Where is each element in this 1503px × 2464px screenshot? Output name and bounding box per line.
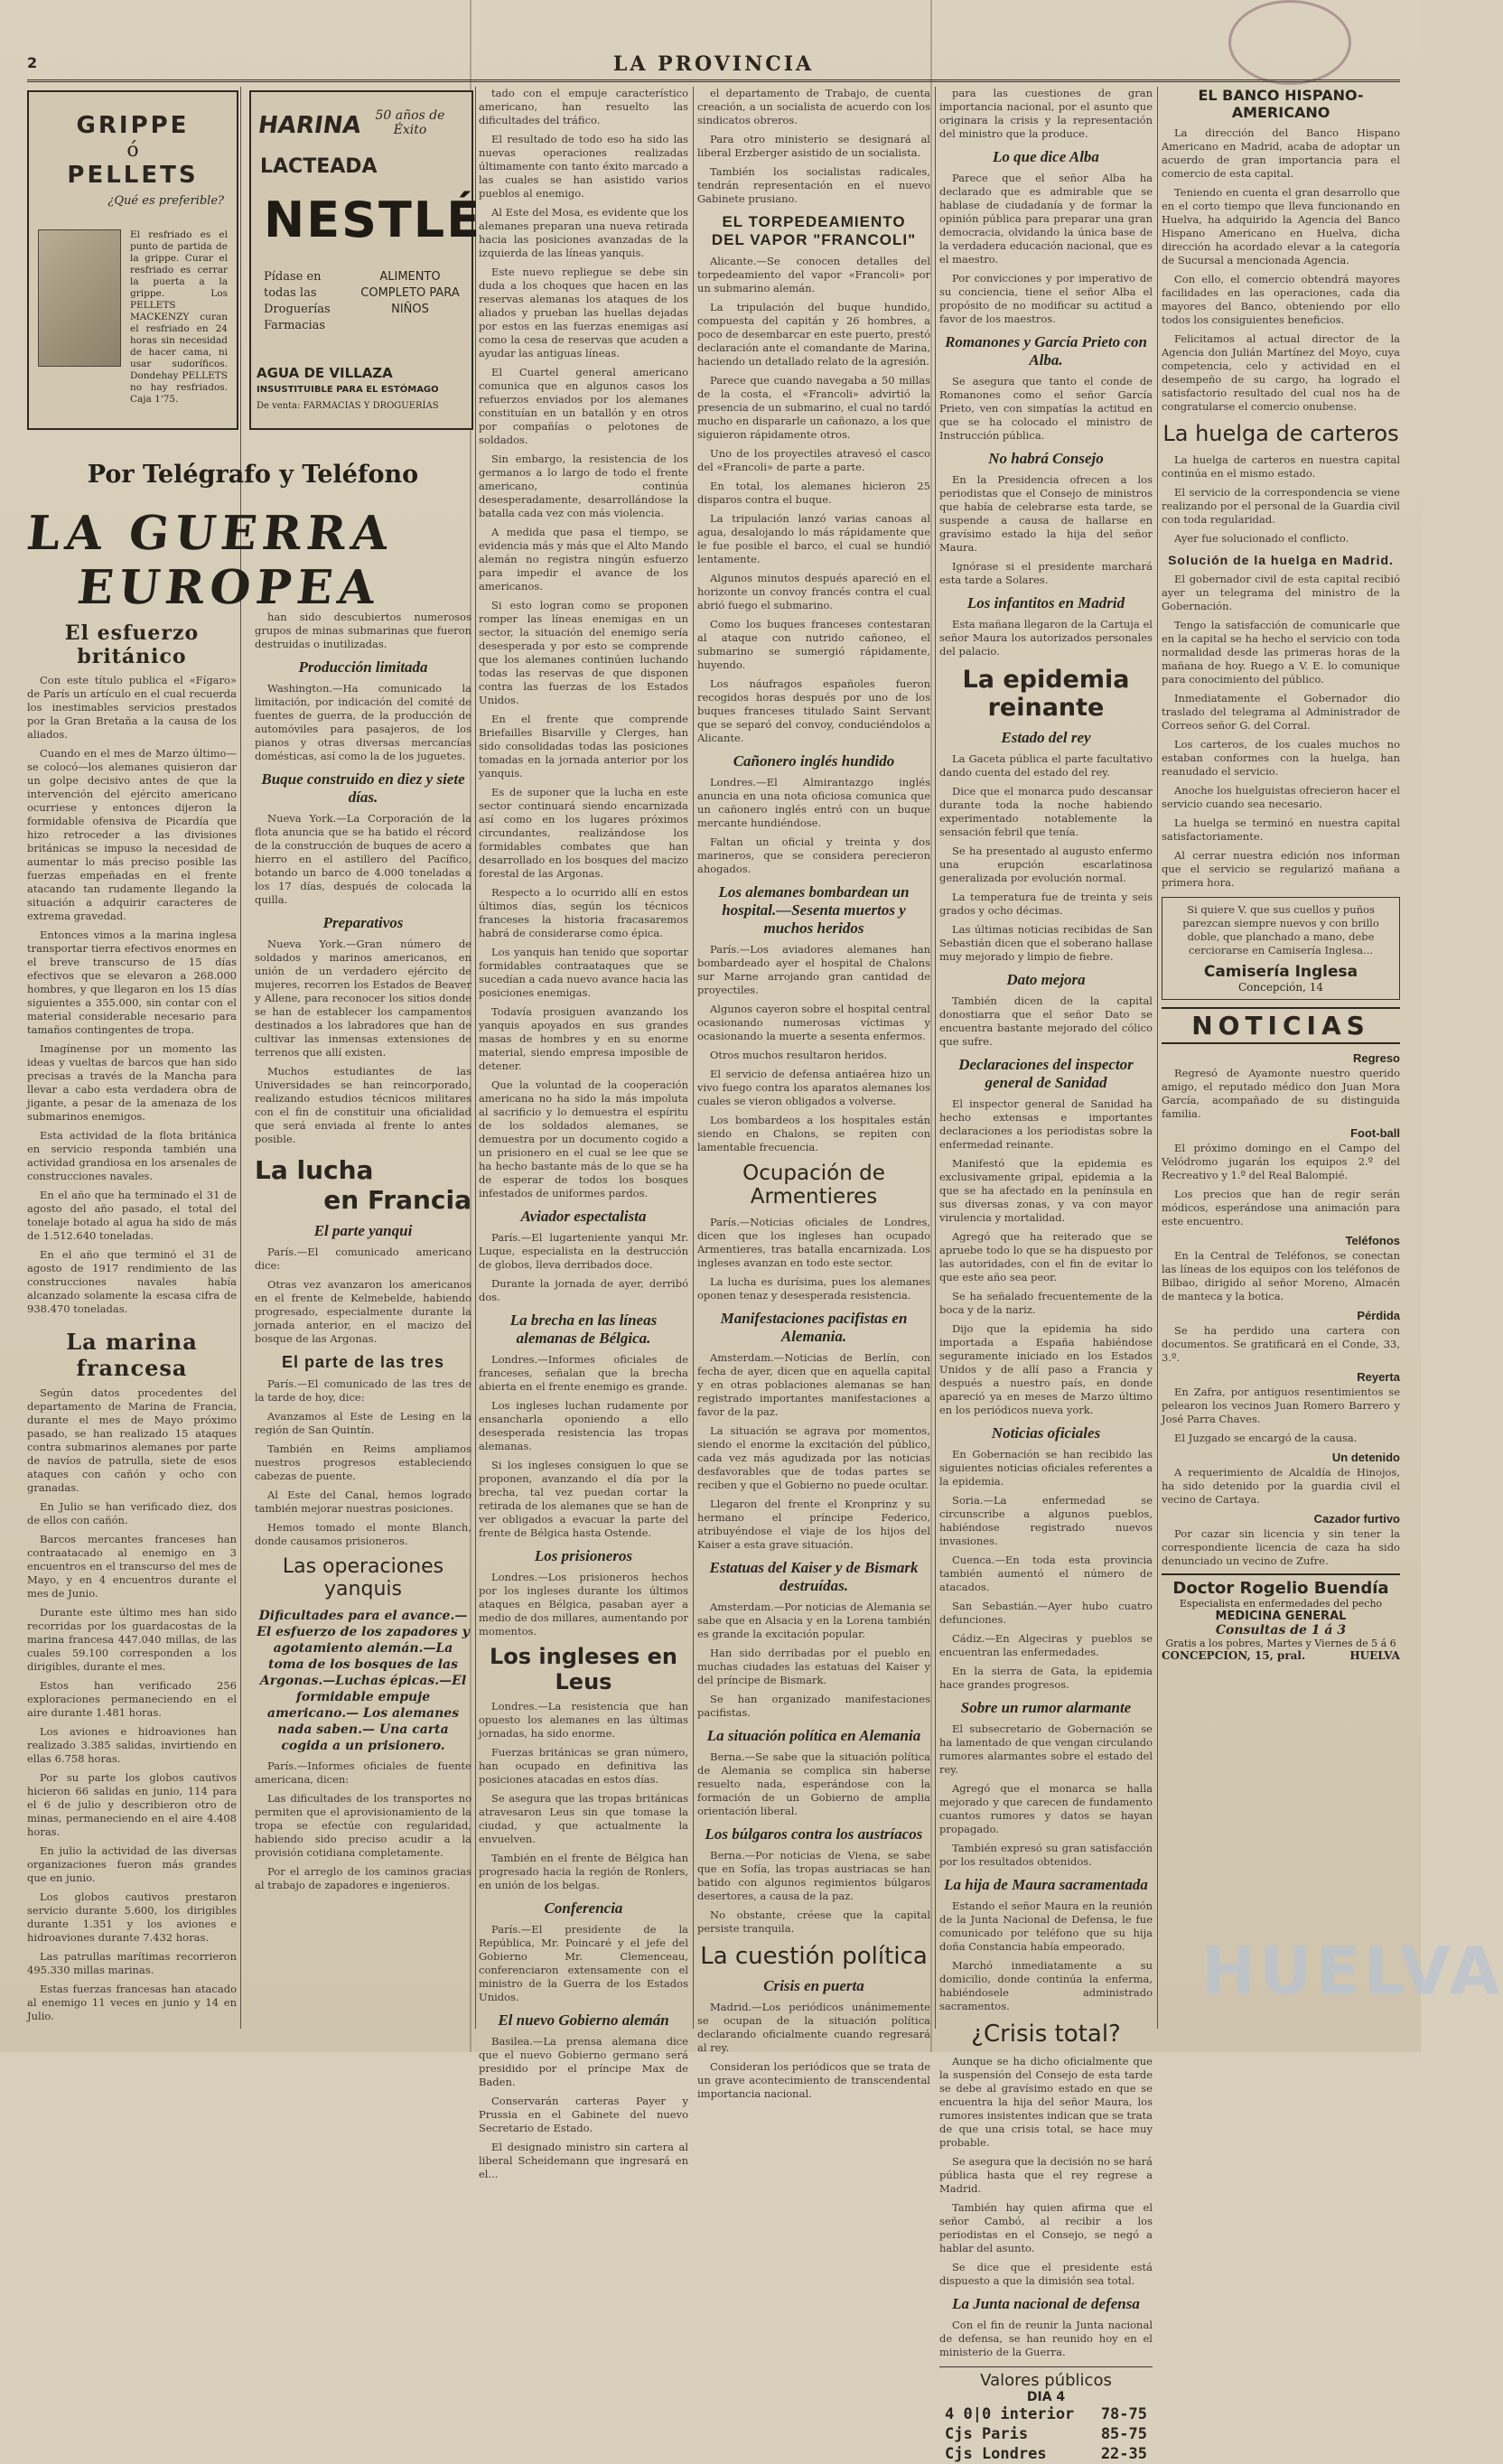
paragraph: En Gobernación se han recibido las siguientes noticias oficiales referentes a la epidemia. bbox=[939, 1448, 1153, 1488]
paragraph: La huelga se terminó en nuestra capital satisfactoriamente. bbox=[1162, 817, 1400, 843]
paragraph: Agregó que ha reiterado que se apruebe todo lo que se ha dispuesto por las autoridades, con el fin de evitar lo que este año sea peor. bbox=[939, 1230, 1153, 1283]
paragraph: San Sebastián.—Ayer hubo cuatro defunciones. bbox=[939, 1600, 1153, 1626]
article-title: El nuevo Gobierno alemán bbox=[498, 2011, 669, 2029]
paragraph: Agregó que el monarca se halla mejorado y que carecen de fundamento cuantos rumores y datos se hayan propagado. bbox=[939, 1782, 1153, 1835]
paragraph: En el frente que comprende Briefailles Bisarville y Clerges, han sido consolidadas todas las posiciones tomadas en la jornada anterior por los yanquis. bbox=[479, 713, 688, 779]
paragraph: Teniendo en cuenta el gran desarrollo que en el corto tiempo que lleva funcionando en Huelva, ha adquirido la Agencia del Banco Hispano Americano en Huelva, dicha dirección ha acordado elevar a la categoría de Sucursal a mencionada Agencia. bbox=[1162, 186, 1400, 266]
valores-value: 22-35 bbox=[1100, 2445, 1147, 2463]
paragraph: Hemos tomado el monte Blanch, donde causamos prisioneros. bbox=[255, 1521, 471, 1547]
article-title: La cuestión política bbox=[700, 1943, 928, 1970]
paragraph: Las últimas noticias recibidas de San Sebastián dicen que el soberano hallase muy mejorado y limpio de fiebre. bbox=[939, 923, 1153, 963]
valores-name: Cjs Londres bbox=[945, 2445, 1047, 2463]
paragraph: Durante este último mes han sido recorridas por los guardacostas de la marina francesa 447.040 millas, de las cuales 59.100 corresponden a los dirigibles, durante el mes. bbox=[27, 1606, 237, 1673]
paragraph: Muchos estudiantes de las Universidades se han reincorporado, realizando estudios técnicos militares con el fin de constituir una oficialidad que será enviada al frente lo antes posible. bbox=[255, 1065, 471, 1145]
ad-insustituible: INSUSTITUIBLE PARA EL ESTÓMAGO bbox=[257, 385, 439, 395]
paragraph: Marchó inmediatamente a su domicilio, donde continúa la enferma, habiéndosele administrado sacramentos. bbox=[939, 1959, 1153, 2012]
column-1 bbox=[27, 614, 237, 2032]
article-title: La brecha en las líneas alemanas de Bélgica. bbox=[509, 1311, 658, 1347]
article-title: EL BANCO HISPANO-AMERICANO bbox=[1198, 87, 1364, 121]
paragraph: La situación se agrava por momentos, siendo el enorme la excitación del público, cada vez más agudizada por las noticias desfavorables que de todas partes se reciben y que el Gobierno no puede ocultar. bbox=[697, 1424, 930, 1491]
paragraph: Avanzamos al Este de Lesing en la región de San Quintín. bbox=[255, 1410, 471, 1436]
notice-heading: Regreso bbox=[1352, 1051, 1400, 1065]
paragraph: Parece que el señor Alba ha declarado que es admirable que se hablase de ciudadanía y de formar la opinión pública para preparar una gran democracia, olvidando la única base de la verdadera educación nacional, que es el maestro. bbox=[939, 172, 1153, 266]
paragraph: Dice que el monarca pudo descansar durante toda la noche habiendo experimentado notablemente la sensación febril que tenía. bbox=[939, 785, 1153, 838]
ad-address: CONCEPCION, 15, pral. bbox=[1162, 1649, 1306, 1662]
ad-body: El resfriado es el punto de partida de la grippe. Curar el resfriado es cerrar la puerta a la grippe. Los PELLETS MACKENZY curan el resfriado en 24 horas sin necesidad de hacer cama, ni usar sudoríficos. Dondehay PELLETS no hay resfriados. Caja 1'75. bbox=[130, 229, 228, 405]
paragraph: Fuerzas británicas se gran número, han ocupado en definitiva las posiciones atacadas en estos días. bbox=[479, 1746, 688, 1786]
page-number: 2 bbox=[27, 54, 38, 71]
paragraph: El Juzgado se encargó de la causa. bbox=[1174, 1432, 1358, 1444]
article-title: Manifestaciones pacifistas en Alemania. bbox=[720, 1310, 908, 1345]
paragraph: Anoche los huelguistas ofrecieron hacer el servicio cuando sea necesario. bbox=[1162, 784, 1400, 810]
paragraph: En julio la actividad de las diversas organizaciones fueron más grandes que en junio. bbox=[27, 1844, 237, 1884]
paragraph: París.—Los aviadores alemanes han bombardeado ayer el hospital de Chalons sur Marne arrojando gran cantidad de proyectiles. bbox=[697, 943, 930, 996]
paragraph: Cádiz.—En Algeciras y pueblos se encuentran las enfermedades. bbox=[939, 1632, 1153, 1658]
paragraph: Soria.—La enfermedad se circunscribe a algunos pueblos, habiéndose registrado nuevos invasiones. bbox=[939, 1494, 1153, 1547]
article-title: Los búlgaros contra los austríacos bbox=[705, 1825, 923, 1843]
paragraph: Madrid.—Los periódicos unánimemente se ocupan de la situación política declarando oficialmente cuando regresará al rey. bbox=[697, 2001, 930, 2054]
paper-fold bbox=[930, 0, 932, 2052]
ad-pidase: Pídase en todas las Droguerías Farmacias bbox=[264, 270, 331, 332]
paragraph: Se han organizado manifestaciones pacifistas. bbox=[697, 1693, 930, 1719]
paragraph: Nueva York.—La Corporación de la flota anuncia que se ha batido el récord de la construcción de buques de acero a hierro en el astillero del Pacífico, botando un barco de 4.000 toneladas a los 17 días, después de colocada la quilla. bbox=[255, 812, 471, 906]
doctor-ad bbox=[1162, 1573, 1400, 1662]
paragraph: el departamento de Trabajo, de cuenta creación, a un socialista de acuerdo con los sindicatos obreros. bbox=[697, 87, 930, 126]
paragraph: Este nuevo repliegue se debe sin duda a los choques que hacen en las reservas alemanas los ataques de los aliados y prueban las huellas dejadas por estos en las fuerzas enemigas así como la cesa de reservas que acuden a ayudar las antiguas líneas. bbox=[479, 266, 688, 359]
paragraph: La lucha es durísima, pues los alemanes oponen tenaz y desesperada resistencia. bbox=[697, 1275, 930, 1302]
paragraph: Respecto a lo ocurrido allí en estos últimos días, según los técnicos franceses la historia fracasaremos habrá de considerarse como épica. bbox=[479, 886, 688, 939]
column-2 bbox=[255, 611, 471, 2032]
paragraph: Tengo la satisfacción de comunicarle que en la capital se ha hecho el servicio con toda normalidad desde las primeras horas de la mañana de hoy. Ruego a V. E. lo comunique para conocimiento del público. bbox=[1162, 619, 1400, 686]
paragraph: El gobernador civil de esta capital recibió ayer un telegrama del ministro de la Gobernación. bbox=[1162, 573, 1400, 612]
column-rule bbox=[1157, 87, 1158, 2029]
ad-lacteada: LACTEADA bbox=[260, 155, 378, 178]
paragraph: También en el frente de Bélgica han progresado hacia la región de Ronlers, en unión de los belgas. bbox=[479, 1852, 688, 1891]
ad-title: ó bbox=[126, 139, 139, 162]
paragraph: La tripulación del buque hundido, compuesta del capitán y 26 hombres, a poco de desembarcar en este puerto, prestó declaración ante el comandante de Marina, haciendo un detallado relato de la agresión. bbox=[697, 301, 930, 368]
paragraph: Por convicciones y por imperativo de su conciencia, tiene el señor Alba el propósito de no modificar su actitud a favor de los maestros. bbox=[939, 272, 1153, 325]
paragraph: Se asegura que tanto el conde de Romanones como el señor García Prieto, ven con simpatías la actitud en que se ha colocado el ministro de Instrucción pública. bbox=[939, 375, 1153, 442]
article-subtitle: Estado del rey bbox=[1001, 729, 1091, 746]
paragraph: Esta mañana llegaron de la Cartuja el señor Maura los autorizados personales del palacio. bbox=[939, 618, 1153, 658]
paragraph: Londres.—La resistencia que han opuesto los alemanes en las últimas jornadas, ha sido enorme. bbox=[479, 1700, 688, 1740]
article-title: La Junta nacional de defensa bbox=[952, 2295, 1140, 2312]
paragraph: Los globos cautivos prestaron servicio durante 5.600, los dirigibles durante 1.351 y los aviones e hidroaviones durante 7.432 horas. bbox=[27, 1890, 237, 1944]
article-subtitle: El parte yanqui bbox=[313, 1222, 413, 1239]
paragraph: También expresó su gran satisfacción por los resultados obtenidos. bbox=[939, 1842, 1153, 1868]
paragraph: Faltan un oficial y treinta y dos marineros, que se considera perecieron ahogados. bbox=[697, 835, 930, 875]
paragraph: También dicen de la capital donostiarra que el señor Dato se encuentra bastante mejorado del cólico que sufre. bbox=[939, 994, 1153, 1048]
paragraph: El designado ministro sin cartera al liberal Scheidemann que ingresará en el... bbox=[479, 2141, 688, 2180]
paragraph: En Zafra, por antiguos resentimientos se pelearon los vecinos Juan Romero Barrero y José Parra Chaves. bbox=[1162, 1386, 1400, 1425]
paragraph: Como los buques franceses contestaran al ataque con nutrido cañoneo, el submarino se sumergió rápidamente, huyendo. bbox=[697, 618, 930, 671]
paragraph: En total, los alemanes hicieron 25 disparos contra el buque. bbox=[697, 480, 930, 506]
paragraph: Los precios que han de regir serán módicos, esperándose una animación para este encuentro. bbox=[1162, 1188, 1400, 1227]
paragraph: Amsterdam.—Por noticias de Alemania se sabe que en Alsacia y en la Lorena también es grande la excitación popular. bbox=[697, 1601, 930, 1640]
paragraph: Otras vez avanzaron los americanos en el frente de Kelmebelde, habiendo progresado, especialmente durante la jornada anterior, en el macizo del bosque de las Argonas. bbox=[255, 1278, 471, 1345]
ad-venta: De venta: FARMACIAS Y DROGUERÍAS bbox=[257, 401, 439, 411]
paragraph: Llegaron del frente el Kronprinz y su hermano el príncipe Federico, atribuyéndose el viaje de los hijos del Kaiser a esta grave situación. bbox=[697, 1498, 930, 1551]
guerra-headline: LA GUERRA bbox=[23, 506, 397, 561]
paragraph: Todavía prosiguen avanzando los yanquis apoyados en sus grandes masas de hombres y en su enorme material, siendo empresa imposible de detener. bbox=[479, 1005, 688, 1072]
article-title: Ocupación de Armentieres bbox=[742, 1162, 885, 1209]
paragraph: No obstante, créese que la capital persiste tranquila. bbox=[697, 1909, 930, 1935]
article-title: La huelga de carteros bbox=[1162, 421, 1399, 446]
column-rule bbox=[240, 87, 241, 2029]
article-title: Las operaciones yanquis bbox=[282, 1555, 444, 1601]
paragraph: Los bombardeos a los hospitales están siendo en Chalons, se repiten con lamentable frecuencia. bbox=[697, 1114, 930, 1153]
paragraph: El servicio de defensa antiaérea hizo un vivo fuego contra los aparatos alemanes los cuales se vieron obligados a volverse. bbox=[697, 1068, 930, 1107]
paragraph: Estos han verificado 256 exploraciones permaneciendo en el aire durante 1.481 horas. bbox=[27, 1679, 237, 1719]
valores-title: Valores públicos bbox=[980, 2371, 1112, 2390]
notice-heading: Reyerta bbox=[1357, 1370, 1400, 1384]
paragraph: Los ingleses luchan rudamente por ensancharla oponiendo a ello desesperada resistencia las tropas alemanas. bbox=[479, 1399, 688, 1452]
paragraph: Cuando en el mes de Marzo último—se colocó—los alemanes quisieron dar un golpe decisivo antes de que la intervención del ejército americano ocurriese y entonces dijeron la formidable ofensiva de Picardía que hizo retroceder a las divisiones británicas se impuso la necesidad de aumentar lo más preciso posible las fuerzas empeñadas en el frente atacando tan rudamente llegando la situación a adquirir caracteres de extrema gravedad. bbox=[27, 747, 237, 922]
paragraph: En la sierra de Gata, la epidemia hace grandes progresos. bbox=[939, 1665, 1153, 1691]
paragraph: Durante la jornada de ayer, derribó dos. bbox=[479, 1277, 688, 1303]
paragraph: La dirección del Banco Hispano Americano en Madrid, acaba de adoptar un acuerdo de gran importancia para el comercio de esta capital. bbox=[1162, 126, 1400, 180]
paragraph: Si los ingleses consiguen lo que se proponen, avanzando el día por la brecha, tal vez puedan cortar la retirada de los alemanes que se han de ver obligados a evacuar la parte del frente de Bélgica hasta Ostende. bbox=[479, 1459, 688, 1539]
paragraph: París.—Informes oficiales de fuente americana, dicen: bbox=[255, 1759, 471, 1786]
column-5 bbox=[939, 87, 1153, 2463]
paragraph: Inmediatamente el Gobernador dio traslado del telegrama al Administrador de Correos señor G. del Corral. bbox=[1162, 692, 1400, 732]
paragraph: Conservarán carteras Payer y Prussia en el Gabinete del nuevo Secretario de Estado. bbox=[479, 2095, 688, 2134]
paragraph: Londres.—El Almirantazgo inglés anuncia en una nota oficiosa comunica que un cañonero inglés entró con un buque mercante hundiéndose. bbox=[697, 776, 930, 829]
paragraph: Los carteros, de los cuales muchos no estaban conformes con la huelga, han reanudado el servicio. bbox=[1162, 738, 1400, 778]
paragraph: En el año que ha terminado el 31 de agosto del año pasado, el total del tonelaje botado al agua ha sido de más de 1.512.640 toneladas. bbox=[27, 1189, 237, 1242]
ad-spec: Especialista en enfermedades del pecho bbox=[1179, 1598, 1383, 1610]
ad-consultas: Consultas de 1 á 3 bbox=[1215, 1623, 1347, 1638]
paragraph: También los socialistas radicales, tendrán representación en el nuevo Gabinete prusiano. bbox=[697, 165, 930, 205]
article-title: Los infantitos en Madrid bbox=[966, 594, 1125, 611]
ad-years: 50 años de Éxito bbox=[375, 108, 445, 137]
paragraph: Si esto logran como se proponen romper las líneas enemigas en un sector, la situación del enemigo sería desesperada y por esto se comprende que los alemanes continúen luchando todas las reservas de que disponen contra las fuerzas de los Estados Unidos. bbox=[479, 599, 688, 706]
paragraph: París.—Noticias oficiales de Londres, dicen que los ingleses han ocupado Armentieres, tras batalla encarnizada. Los ingleses avanzan en todo este sector. bbox=[697, 1216, 930, 1269]
paragraph: Por cazar sin licencia y sin tener la correspondiente licencia de caza ha sido denunciado un vecino de Zufre. bbox=[1162, 1527, 1400, 1567]
paragraph: Washington.—Ha comunicado la limitación, por indicación del comité de fuentes de guerra, de la producción de automóviles para pasajeros, de los pianos y otras diversas mercancías domésticas, así como la de los juguetes. bbox=[255, 682, 471, 762]
paragraph: Para otro ministerio se designará al liberal Erzberger asistido de un socialista. bbox=[697, 133, 930, 159]
paragraph: Felicitamos al actual director de la Agencia don Julián Martínez del Moyo, cuya competencia, celo y actividad en el desempeño de su cargo, ha logrado el satisfactorio resultado del cual nos ha de congratularse el comercio onubense. bbox=[1162, 332, 1400, 413]
article-title: El esfuerzo británico bbox=[64, 621, 200, 668]
ad-name: Camisería Inglesa bbox=[1203, 963, 1358, 981]
ad-address: Concepción, 14 bbox=[1237, 981, 1324, 994]
paragraph: Por su parte los globos cautivos hicieron 66 salidas en junio, 114 para el 6 de julio y describieron otro de minas, permaneciendo en el aire 4.408 horas. bbox=[27, 1771, 237, 1838]
paragraph: La temperatura fue de treinta y seis grados y ocho décimas. bbox=[939, 891, 1153, 917]
paragraph: París.—El presidente de la República, Mr. Poincaré y el jefe del Gobierno Mr. Clemenceau, conferenciaron extensamente con el ministro de la Guerra de los Estados Unidos. bbox=[479, 1923, 688, 2003]
valores-day: DIA 4 bbox=[1026, 2390, 1066, 2404]
paragraph: Berna.—Por noticias de Viena, se sabe que en Sofía, las tropas austriacas se han batido con algunos regimientos búlgaros desertores, a causa de la paz. bbox=[697, 1849, 930, 1902]
paragraph: Los náufragos españoles fueron recogidos horas después por uno de los buques franceses titulado Saint Servant que se separó del convoy, conduciéndolos a Alicante. bbox=[697, 677, 930, 744]
ad-city: HUELVA bbox=[1349, 1649, 1400, 1662]
article-title: La marina francesa bbox=[66, 1329, 198, 1381]
ad-agua: AGUA DE VILLAZA bbox=[257, 365, 393, 381]
paragraph: Según datos procedentes del departamento de Marina de Francia, durante el mes de Mayo próximo pasado, se han realizado 15 ataques contra submarinos alemanes por parte de navíos de patrulla, siete de esos ataques con cañón y ocho con granadas. bbox=[27, 1386, 237, 1494]
noticias-title: NOTICIAS bbox=[1162, 1007, 1400, 1044]
paragraph: Amsterdam.—Noticias de Berlín, con fecha de ayer, dicen que en aquella capital y en otras poblaciones alemanas se han registrado importantes manifestaciones a favor de la paz. bbox=[697, 1351, 930, 1418]
paragraph: para las cuestiones de gran importancia nacional, por el asunto que originara la crisis y la representación del ministro que la produce. bbox=[939, 87, 1153, 140]
paragraph: En la Presidencia ofrecen a los periodistas que el Consejo de ministros que había de celebrarse esta tarde, se suspende a causa de hallarse en gravísimo estado la hija del señor Maura. bbox=[939, 473, 1153, 554]
paragraph: Ayer fue solucionado el conflicto. bbox=[1174, 532, 1349, 545]
article-title: Los ingleses en Leus bbox=[490, 1644, 677, 1694]
paragraph: Imagínense por un momento las ideas y vueltas de barcos que han sido precisas a través de la Mancha para llevar a cabo esta verdadera obra de jigante, a pesar de la amenaza de los submarinos enemigos. bbox=[27, 1042, 237, 1123]
paragraph: Consideran los periódicos que se trata de un grave acontecimiento de transcendental importancia nacional. bbox=[697, 2060, 930, 2100]
valores-name: Cjs Paris bbox=[945, 2425, 1029, 2443]
valores-name: 4 0|0 interior bbox=[945, 2405, 1075, 2423]
article-title: EL TORPEDEAMIENTO bbox=[722, 213, 906, 230]
paragraph: En el año que terminó el 31 de agosto de 1917 rendimiento de las construcciones navales había alcanzado solamente la escasa cifra de 938.470 toneladas. bbox=[27, 1248, 237, 1315]
article-title: No habrá Consejo bbox=[988, 450, 1104, 467]
valores-list bbox=[939, 2404, 1153, 2464]
article-subtitle: La hija de Maura sacramentada bbox=[944, 1876, 1148, 1893]
paragraph: Algunos cayeron sobre el hospital central ocasionando numerosas víctimas y ocasionando la muerte a sesenta enfermos. bbox=[697, 1003, 930, 1042]
paragraph: Han sido derribadas por el pueblo en muchas ciudades las estatuas del Kaiser y del príncipe de Bismark. bbox=[697, 1647, 930, 1686]
valores-row bbox=[939, 2424, 1153, 2444]
notice-heading: Pérdida bbox=[1357, 1309, 1400, 1322]
paragraph: Algunos minutos después apareció en el horizonte un convoy francés contra el cual abrió fuego el submarino. bbox=[697, 572, 930, 611]
notice-heading: Un detenido bbox=[1331, 1451, 1400, 1464]
europea-headline: EUROPEA bbox=[74, 560, 383, 615]
article-title: Cañonero inglés hundido bbox=[733, 752, 895, 770]
paragraph: A requerimiento de Alcaldía de Hinojos, ha sido detenido por la guardia civil el vecino de Cartaya. bbox=[1162, 1466, 1400, 1506]
paragraph: En la Central de Teléfonos, se conectan las líneas de los equipos con los teléfonos de Bilbao, dirigido al señor Moreno, Almacén de manteca y la botica. bbox=[1162, 1249, 1400, 1302]
masthead bbox=[27, 49, 1400, 82]
paragraph: Basilea.—La prensa alemana dice que el nuevo Gobierno germano será presidido por el príncipe Max de Baden. bbox=[479, 2035, 688, 2088]
paragraph: Nueva York.—Gran número de soldados y marinos americanos, en unión de un verdadero ejército de mujeres, recorren los Estados de Beaver y Allene, para reconocer los sitios donde se han de establecer los campamentos destinados a los labradores que han de cultivar las inmensas extensiones de terrenos que allí existen. bbox=[255, 938, 471, 1059]
article-title: Preparativos bbox=[322, 914, 404, 931]
paragraph: Ignórase si el presidente marchará esta tarde a Solares. bbox=[939, 560, 1153, 586]
article-subtitle: El parte de las tres bbox=[281, 1353, 445, 1371]
notice-heading: Cazador furtivo bbox=[1313, 1512, 1400, 1526]
paragraph: Sin embargo, la resistencia de los germanos a lo largo de todo el frente americano, continúa desesperadamente, desarrollándose la batalla cada vez con más violencia. bbox=[479, 453, 688, 519]
paragraph: Las patrullas marítimas recorrieron 495.330 millas marinas. bbox=[27, 1950, 237, 1976]
paragraph: Londres.—Los prisioneros hechos por los ingleses durante los últimos ataques en Bélgica, pasaban ayer a medio de dos millares, aumentando por momentos. bbox=[479, 1571, 688, 1638]
paragraph: Las dificultades de los transportes no permiten que el aprovisionamiento de la tropa se efectúe con regularidad, habiendo sido preciso acudir a la provisión cotidiana completamente. bbox=[255, 1792, 471, 1859]
article-title: Romanones y García Prieto con Alba. bbox=[945, 333, 1147, 369]
ad-illustration bbox=[38, 229, 121, 367]
article-title: Lo que dice Alba bbox=[993, 148, 1099, 165]
paragraph: Estas fuerzas francesas han atacado al enemigo 11 veces en junio y 14 en Julio. bbox=[27, 1983, 237, 2022]
paragraph: Se ha señalado frecuentemente de la boca y de la nariz. bbox=[939, 1290, 1153, 1316]
paragraph: Al Este del Mosa, es evidente que los alemanes preparan una nueva retirada hacia las posiciones avanzadas de la izquierda de las líneas yanquis. bbox=[479, 206, 688, 259]
notice-heading: Teléfonos bbox=[1345, 1234, 1400, 1247]
valores-value: 85-75 bbox=[1100, 2425, 1147, 2443]
paragraph: Alicante.—Se conocen detalles del torpedeamiento del vapor «Francoli» por un submarino alemán. bbox=[697, 255, 930, 294]
notice-heading: Foot-ball bbox=[1350, 1126, 1400, 1140]
article-title: La situación política en Alemania bbox=[706, 1727, 921, 1744]
paragraph: Aunque se ha dicho oficialmente que la suspensión del Consejo de esta tarde se debe al gravísimo estado en que se encuentra la hija del señor Maura, los rumores insistentes indican que se trata de que una crisis total, se hace muy probable. bbox=[939, 2055, 1153, 2149]
ad-medicina: MEDICINA GENERAL bbox=[1215, 1610, 1347, 1623]
paragraph: Dijo que la epidemia ha sido importada a España habiéndose seguramente iniciado en los Estados Unidos y de allí paso a Francia y después a nuestro país, en donde apareció ya en meses de Marzo último en los periódicos nueva york. bbox=[939, 1322, 1153, 1416]
column-rule bbox=[935, 87, 936, 2029]
watermark: HUELVA bbox=[1201, 1933, 1503, 2009]
article-subtitle: Crisis en puerta bbox=[763, 1977, 864, 1994]
column-4 bbox=[697, 87, 930, 2100]
paragraph: Otros muchos resultaron heridos. bbox=[710, 1049, 888, 1061]
paragraph: Uno de los proyectiles atravesó el casco del «Francoli» de parte a parte. bbox=[697, 447, 930, 473]
ad-brand: NESTLÉ bbox=[264, 191, 482, 248]
paragraph: Parece que cuando navegaba a 50 millas de la costa, el «Francoli» advirtió la presencia de un submarino, el cual no tardó mucho en dispararle un cañonazo, a los que siguieron rápidamente otros. bbox=[697, 374, 930, 441]
paragraph: El servicio de la correspondencia se viene realizando por el personal de la Guardia civil con toda regularidad. bbox=[1162, 486, 1400, 526]
paragraph: Se asegura que las tropas británicas atravesaron Leus sin que tomase la ciudad, y que actualmente la envuelven. bbox=[479, 1792, 688, 1845]
ad-title: PELLETS bbox=[67, 162, 199, 189]
ad-alimento: ALIMENTO COMPLETO PARA NIÑOS bbox=[360, 270, 460, 316]
paragraph: Manifestó que la epidemia es exclusivamente gripal, epidemia a la que se ha afectado en la península en sus diversas zonas, y va con mayor virulencia y mortalidad. bbox=[939, 1157, 1153, 1224]
ad-harina: HARINA bbox=[256, 112, 363, 139]
article-title: La lucha bbox=[255, 1155, 374, 1185]
paragraph: Barcos mercantes franceses han contraatacado al enemigo en 3 encuentros en el transcurso del mes de Mayo, y en 4 encuentros durante el mes de Junio. bbox=[27, 1533, 237, 1600]
column-rule bbox=[475, 87, 476, 2029]
paragraph: El resultado de todo eso ha sido las nuevas operaciones realizadas últimamente con tanto éxito marcado a las cuales se han asistido varios pueblos al enemigo. bbox=[479, 133, 688, 200]
paragraph: El próximo domingo en el Campo del Velódromo jugarán los equipos 2.º del Recreativo y 1.º del Real Balompié. bbox=[1162, 1142, 1400, 1181]
paragraph: Cuenca.—En toda esta provincia también aumentó el número de atacados. bbox=[939, 1554, 1153, 1593]
paragraph: París.—El comunicado americano dice: bbox=[255, 1246, 471, 1272]
paragraph: Estando el señor Maura en la reunión de la Junta Nacional de Defensa, le fue comunicado por teléfono que su hija doña Constancia había empeorado. bbox=[939, 1899, 1153, 1953]
article-subtitle: Dato mejora bbox=[1006, 971, 1086, 988]
article-deck: Dificultades para el avance.— El esfuerzo de los zapadores y agotamiento alemán.—La toma de los bosques de las Argonas.—Luchas épicas.—El formidable empuje americano.— Los alemanes nada saben.— Una carta cogida a un prisionero. bbox=[257, 1609, 470, 1753]
paragraph: París.—El comunicado de las tres de la tarde de hoy, dice: bbox=[255, 1377, 471, 1404]
article-title: La epidemia reinante bbox=[962, 666, 1130, 722]
paragraph: También hay quien afirma que el señor Cambó, al recibir a los periodistas en el Consejo, se negó a hablar del asunto. bbox=[939, 2201, 1153, 2254]
paragraph: Se ha presentado al augusto enfermo una erupción escarlatinosa generalizada por evolución normal. bbox=[939, 845, 1153, 884]
paragraph: Regresó de Ayamonte nuestro querido amigo, el reputado médico don Juan Mora García, acompañado de su distinguida familia. bbox=[1162, 1067, 1400, 1120]
valores-row bbox=[939, 2444, 1153, 2464]
paragraph: Al cerrar nuestra edición nos informan que el servicio se regularizó mañana a primera hora. bbox=[1162, 849, 1400, 889]
ad-gratis: Gratis a los pobres, Martes y Viernes de 5 á 6 bbox=[1165, 1638, 1396, 1649]
paragraph: A medida que pasa el tiempo, se evidencia más y más que el Alto Mando alemán no registra ningún esfuerzo para impedir el avance de los americanos. bbox=[479, 526, 688, 593]
grippe-ad bbox=[27, 90, 238, 430]
paragraph: han sido descubiertos numerosos grupos de minas submarinas que fueron destruidas o inutilizadas. bbox=[255, 611, 471, 650]
ad-question: ¿Qué es preferible? bbox=[107, 194, 224, 208]
paragraph: Con el fin de reunir la Junta nacional de defensa, se han reunido hoy en el ministerio de la Guerra. bbox=[939, 2319, 1153, 2358]
valores-box bbox=[939, 2366, 1153, 2464]
paragraph: Al Este del Canal, hemos logrado también mejorar nuestras posiciones. bbox=[255, 1489, 471, 1515]
column-6 bbox=[1162, 87, 1400, 2029]
paragraph: Con este título publica el «Fígaro» de París un artículo en el cual recuerda los inestimables servicios prestados por la Gran Bretaña a la causa de los aliados. bbox=[27, 674, 237, 741]
paragraph: Es de suponer que la lucha en este sector continuará siendo encarnizada así como en los lugares próximos circundantes, realizándose los formidables combates que han desarrollado en los bosques del macizo forestal de las Argonas. bbox=[479, 786, 688, 880]
paragraph: Que la voluntad de la cooperación americana no ha sido la más impoluta al sacrificio y lo demuestra el espíritu de los soldados alemanes, se demuestra por un documento cogido a un prisionero en el cual se lee que se ha hecho bastante más de lo que se ha de esperar de todos los bosques infestados de uniformes pardos. bbox=[479, 1078, 688, 1199]
article-title: Producción limitada bbox=[298, 658, 428, 676]
paragraph: La Gaceta pública el parte facultativo dando cuenta del estado del rey. bbox=[939, 752, 1153, 779]
paragraph: Los yanquis han tenido que soportar formidables contraataques que se sucedían a cada nuevo avance hacia las posiciones enemigas. bbox=[479, 946, 688, 999]
article-subtitle: Solución de la huelga en Madrid. bbox=[1168, 553, 1394, 567]
telegrafo-header: Por Telégrafo y Teléfono bbox=[87, 461, 419, 489]
paragraph: Los aviones e hidroaviones han realizado 3.385 salidas, invirtiendo en ellas 6.758 horas. bbox=[27, 1725, 237, 1765]
ad-body: Si quiere V. que sus cuellos y puños parezcan siempre nuevos y con brillo doble, que planchado a mano, debe cerciorarse en Camisería Inglesa... bbox=[1182, 903, 1379, 957]
paragraph: Berna.—Se sabe que la situación política de Alemania se complica sin haberse resuelto nada, esperándose con la formación de un Gobierno de amplia orientación liberal. bbox=[697, 1750, 930, 1817]
article-subtitle: Sobre un rumor alarmante bbox=[960, 1699, 1132, 1716]
ad-name: Doctor Rogelio Buendía bbox=[1172, 1579, 1389, 1598]
paragraph: El inspector general de Sanidad ha hecho extensas e importantes declaraciones a los periodistas sobre la enfermedad reinante. bbox=[939, 1097, 1153, 1151]
column-3 bbox=[479, 87, 688, 2180]
paragraph: El subsecretario de Gobernación se ha lamentado de que vengan circulando rumores alarmantes sobre el estado del rey. bbox=[939, 1722, 1153, 1776]
paragraph: Por el arreglo de los caminos gracias al trabajo de zapadores e ingenieros. bbox=[255, 1865, 471, 1891]
newspaper-title: LA PROVINCIA bbox=[612, 52, 815, 76]
paragraph: También en Reims ampliamos nuestros progresos estableciendo cabezas de puente. bbox=[255, 1442, 471, 1482]
article-subtitle: Noticias oficiales bbox=[991, 1424, 1101, 1442]
paragraph: Se dice que el presidente está dispuesto a que la dimisión sea total. bbox=[939, 2261, 1153, 2287]
article-title: Estatuas del Kaiser y de Bismark destruídas. bbox=[709, 1559, 919, 1594]
valores-value: 78-75 bbox=[1100, 2405, 1147, 2423]
paragraph: La tripulación lanzó varias canoas al agua, desalojando lo más rápidamente que le fue posible el barco, el cual se hundió lentamente. bbox=[697, 512, 930, 565]
valores-row bbox=[939, 2404, 1153, 2424]
nestle-ad bbox=[249, 90, 482, 430]
paragraph: tado con el empuje característico americano, han resuelto las dificultades del tráfico. bbox=[479, 87, 688, 126]
paragraph: El Cuartel general americano comunica que en algunos casos los refuerzos enviados por los alemanes constituían en un batallón y en otros por compañías o pelotones de soldados. bbox=[479, 366, 688, 446]
article-title: ¿Crisis total? bbox=[971, 2021, 1121, 2048]
paragraph: Se ha perdido una cartera con documentos. Se gratificará en el Conde, 33, 3.º. bbox=[1162, 1324, 1400, 1364]
paragraph: La huelga de carteros en nuestra capital continúa en el mismo estado. bbox=[1162, 453, 1400, 480]
article-subtitle: Declaraciones del inspector general de Sanidad bbox=[958, 1056, 1134, 1091]
article-title: Los prisioneros bbox=[534, 1547, 633, 1564]
article-title: Aviador espectalista bbox=[520, 1208, 647, 1225]
article-title: Los alemanes bombardean un hospital.—Sesenta muertos y muchos heridos bbox=[718, 883, 910, 937]
article-title: Buque construido en diez y siete días. bbox=[261, 770, 465, 806]
paragraph: Esta actividad de la flota británica en servicio responda también una actividad grandiosa en los arsenales de construcciones navales. bbox=[27, 1129, 237, 1182]
paragraph: Londres.—Informes oficiales de franceses, señalan que la brecha abierta en el frente enemigo es grande. bbox=[479, 1353, 688, 1393]
paragraph: En Julio se han verificado diez, dos de ellos con cañón. bbox=[27, 1500, 237, 1526]
paragraph: París.—El lugarteniente yanqui Mr. Luque, especialista en la destrucción de globos, lleva derribados doce. bbox=[479, 1231, 688, 1271]
paragraph: Se asegura que la decisión no se hará pública hasta que el rey regrese a Madrid. bbox=[939, 2155, 1153, 2195]
article-title: en Francia bbox=[323, 1185, 471, 1215]
paragraph: Entonces vimos a la marina inglesa transportar tierra efectivos enormes en el breve transcurso de 15 días efectivos que se elevaron a 268.000 hombres, y que llegaron en los 15 días siguientes a 355.000, sin contar con el material considerable necesario para tamaños contingentes de tropa. bbox=[27, 929, 237, 1036]
ad-title: GRIPPE bbox=[76, 112, 190, 139]
column-rule bbox=[693, 87, 694, 2029]
article-title: Conferencia bbox=[544, 1899, 623, 1917]
paragraph: Con ello, el comercio obtendrá mayores facilidades en las operaciones, cada dia mayores del Banco, obteniendo por ello todos los consiguientes beneficios. bbox=[1162, 273, 1400, 326]
article-title: DEL VAPOR "FRANCOLI" bbox=[711, 231, 917, 248]
camiseria-ad bbox=[1162, 897, 1400, 1000]
